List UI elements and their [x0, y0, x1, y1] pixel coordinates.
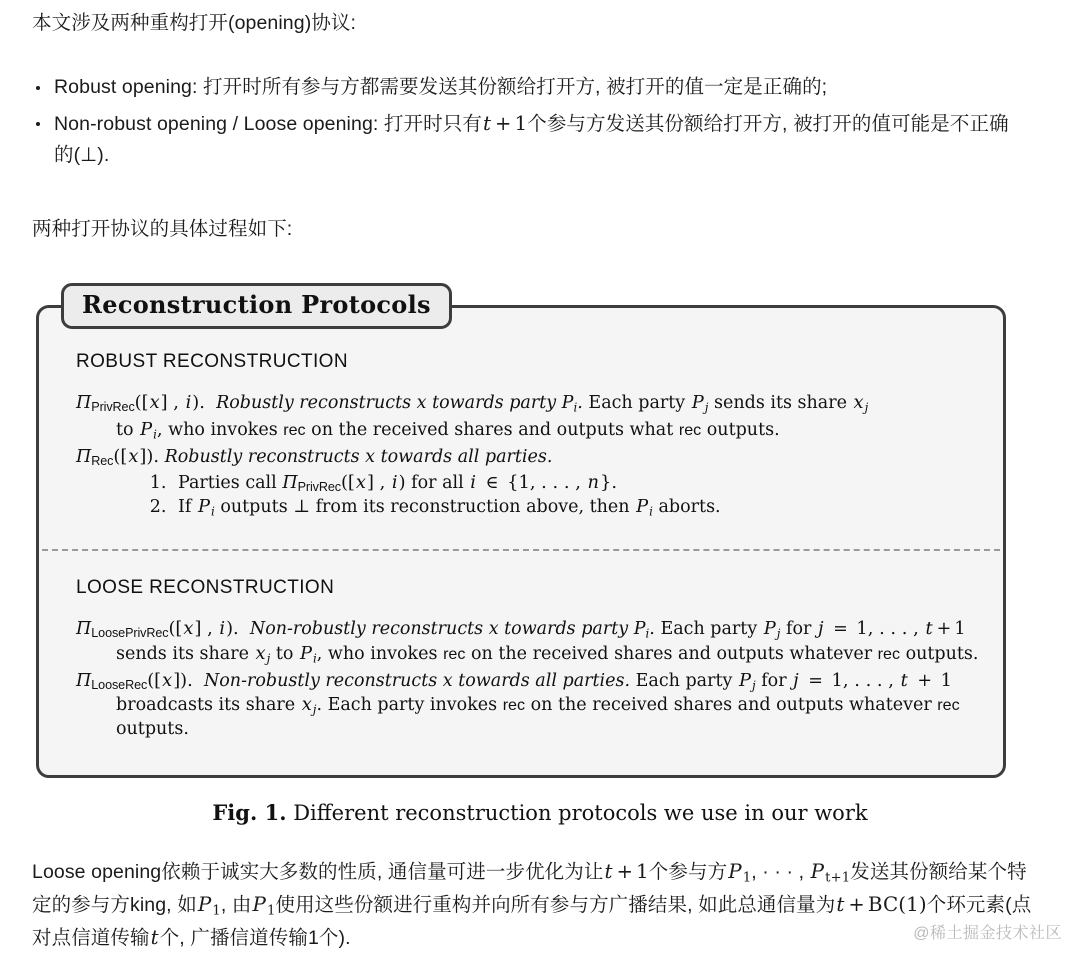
bullet-label-nonrobust: Non-robust opening / Loose opening: — [54, 112, 379, 135]
math-paren: ). — [192, 392, 205, 413]
tail-part-5: , 由 — [220, 894, 252, 917]
intro-paragraph: 本文涉及两种重构打开(opening)协议: — [32, 12, 357, 34]
bullet-label-robust: Robust opening: — [54, 76, 198, 98]
protocol-description-rec: Robustly reconstructs x towards all parties. — [164, 446, 553, 467]
bullet-dot-icon — [36, 86, 40, 90]
protocol-symbol-pi: Π — [76, 446, 92, 467]
lead-paragraph: 两种打开协议的具体过程如下: — [32, 218, 293, 240]
math-x: x — [149, 392, 160, 413]
math-p1: P — [728, 860, 742, 883]
protocol-privrec-continuation: to $P_i$, who invokes rec on the received shares and outputs what rec outputs. — [116, 418, 780, 442]
protocol-symbol-pi: Π — [76, 619, 92, 639]
math-x: x — [128, 445, 139, 467]
section-divider — [42, 549, 1000, 551]
list-item-nonrobust-opening — [32, 108, 1022, 172]
math-paren: ). — [226, 618, 239, 639]
section-heading-robust: ROBUST RECONSTRUCTION — [76, 351, 348, 372]
math-bc1: BC(1) — [867, 893, 927, 917]
site-watermark: @稀土掘金技术社区 — [913, 925, 1062, 942]
math-p1-b: P — [197, 893, 212, 917]
protocol-rec-steps — [76, 471, 980, 521]
bullet-text-robust: 打开时所有参与方都需要发送其份额给打开方, 被打开的值一定是正确的; — [197, 76, 828, 98]
math-paren: ]). — [139, 445, 159, 467]
list-item-robust-opening — [32, 72, 1022, 104]
math-p1-c: P — [252, 893, 266, 917]
math-t: t — [604, 860, 613, 883]
bullet-text-nonrobust-before: 打开时只有 — [378, 112, 482, 135]
protocol-symbol-pi: Π — [76, 670, 92, 691]
inline-math-t-plus-1: t — [482, 111, 492, 135]
protocol-args: ([ — [147, 669, 162, 691]
tail-paragraph: Loose opening依赖于诚实大多数的性质, 通信量可进一步优化为让t + 1个参与方$P_1$, · · · , $P_{t+1}$发送其份额给某个特定的参与方king, 如$P_1$, 由$P_1$使用这些份额进行重构并向所有参与方广播结果, 如此总通信量为t + BC(1)个环元素(点对点信道传输t个, 广播信道传输1个). — [32, 860, 1032, 950]
protocol-detail-privrec: Each party $P_j$ sends its share $x_j$ — [588, 392, 869, 415]
protocol-args: ([ — [113, 445, 128, 467]
math-plus-icon: + — [495, 111, 512, 135]
math-bracket: ] , — [160, 392, 179, 413]
bullet-dot-icon — [36, 122, 40, 126]
tail-part-4: 发送其份额给某个特定的参与方king, 如 — [32, 861, 1027, 917]
protocol-subscript-privrec: PrivRec — [91, 399, 135, 414]
step-item-1: 1. Parties call ΠPrivRec([x] , i) for all i ∈ {1, . . . , n}. — [172, 471, 980, 496]
protocol-subscript-rec: Rec — [91, 453, 114, 468]
math-bracket: ] , — [194, 618, 213, 639]
math-pi: P — [140, 418, 153, 440]
protocol-looseprivrec — [76, 617, 980, 667]
tail-part-3: , · · · , — [751, 861, 805, 883]
math-i: i — [219, 618, 226, 639]
rec-keyword: rec — [283, 420, 306, 439]
rec-keyword: rec — [678, 420, 702, 439]
protocol-looserec — [76, 669, 980, 741]
opening-protocol-bullet-list — [32, 72, 1022, 176]
figure-caption-label: Fig. 1. — [212, 800, 287, 825]
section-heading-loose: LOOSE RECONSTRUCTION — [76, 577, 335, 598]
protocol-args: ([ — [168, 618, 183, 639]
protocol-args: ([ — [134, 392, 149, 413]
tail-part-2: 个参与方 — [648, 861, 728, 883]
math-x: x — [183, 618, 194, 639]
protocol-rec — [76, 445, 980, 469]
figure-caption — [0, 800, 1080, 825]
protocol-box-content — [36, 305, 1006, 778]
tail-part-7: 个环元素(点对点信道传输 — [32, 894, 1032, 950]
protocol-detail-looseprivrec: Each party $P_j$ for j = 1, . . . , t + 1 sends its share $x_j$ to $P_i$, who invokes rec on the received shares and outputs whatever rec outputs. — [116, 618, 979, 666]
step-item-2: 2. If $P_i$ outputs ⊥ from its reconstruction above, then $P_i$ aborts. — [172, 495, 980, 520]
protocol-box-title: Reconstruction Protocols — [61, 283, 452, 329]
protocol-privrec — [76, 391, 980, 416]
protocol-detail-looserec: Each party $P_j$ for j = 1, . . . , t + 1 broadcasts its share $x_j$. Each party invokes rec on the received shares and outputs whatever rec outputs. — [116, 669, 960, 740]
protocol-symbol-pi: Π — [76, 393, 92, 413]
math-pt1: P — [810, 860, 825, 883]
math-x: x — [162, 669, 173, 691]
figure-container — [36, 283, 1006, 778]
protocol-description-looserec: Non-robustly reconstructs x towards all parties. — [198, 670, 631, 691]
tail-part-6: 使用这些份额进行重构并向所有参与方广播结果, 如此总通信量为 — [275, 894, 836, 917]
math-t-b: t — [836, 893, 845, 917]
figure-caption-text: Different reconstruction protocols we use in our work — [293, 801, 868, 825]
protocol-description-looseprivrec: Non-robustly reconstructs x towards party $P_i$. — [244, 619, 655, 641]
protocol-subscript-looserec: LooseRec — [91, 677, 148, 692]
math-sub-i: i — [153, 427, 157, 442]
math-one: 1 — [514, 111, 528, 135]
math-t-c: t — [150, 926, 159, 950]
section-loose-reconstruction — [76, 577, 980, 743]
tail-part-1: Loose opening依赖于诚实大多数的性质, 通信量可进一步优化为让 — [32, 861, 604, 883]
math-i: i — [185, 392, 192, 413]
protocol-description-privrec: Robustly reconstructs x towards party $P_i$. — [210, 393, 583, 415]
bullet-text-nonrobust-after: 个参与方发送其份额给打开方, 被打开的值可能是不正确的(⊥). — [54, 112, 1009, 167]
tail-part-8: 个, 广播信道传输1个). — [159, 927, 351, 950]
protocol-subscript-looseprivrec: LoosePrivRec — [91, 625, 169, 640]
math-paren: ]). — [173, 669, 193, 691]
